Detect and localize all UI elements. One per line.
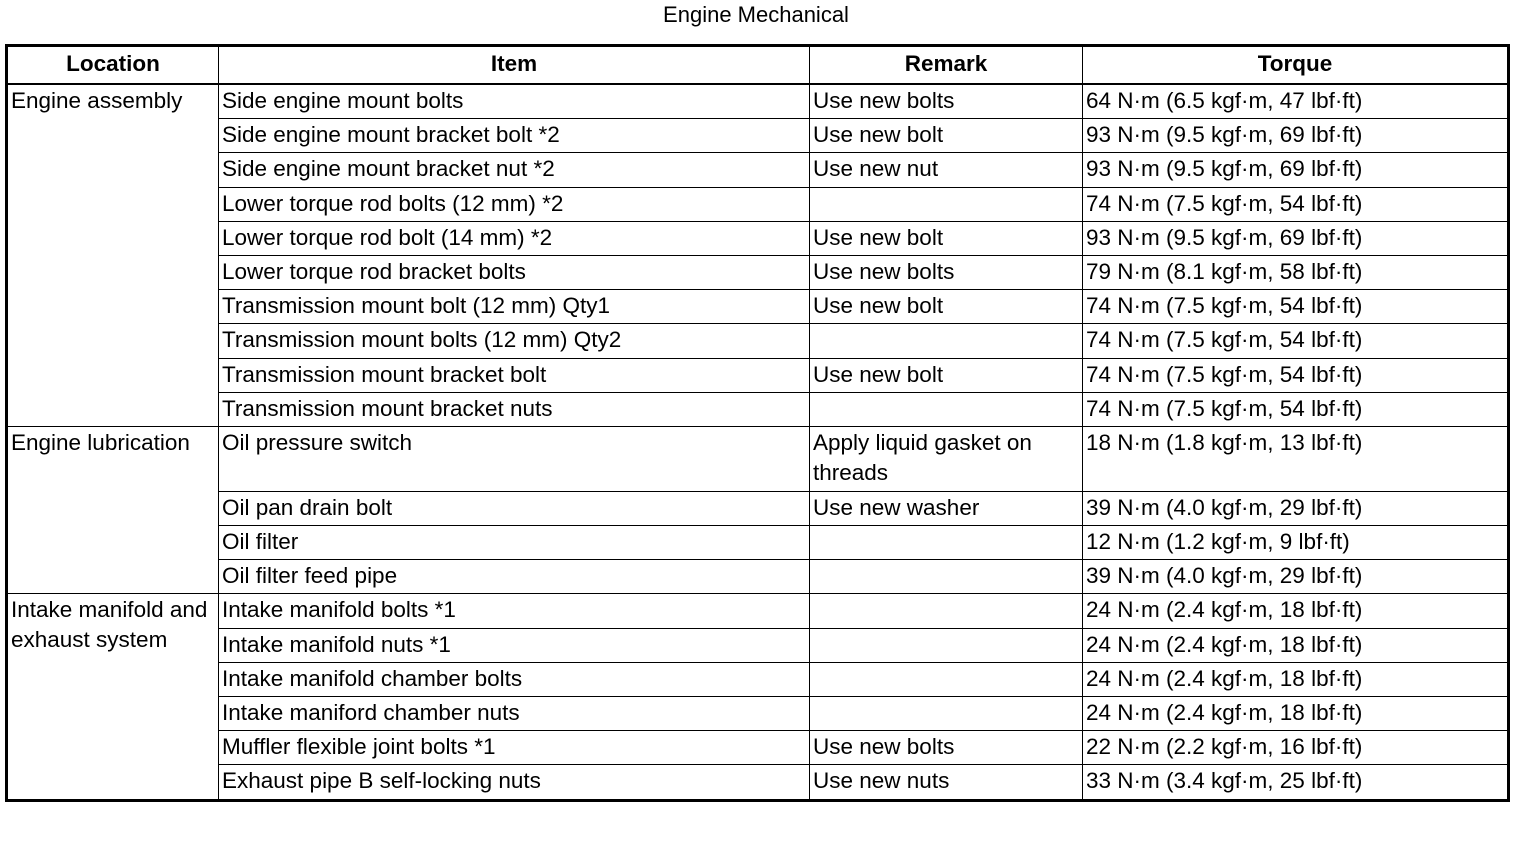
table-row [7,255,1509,289]
table-row [7,290,1509,324]
table-row [7,119,1509,153]
remark-cell: Use new bolt [810,290,1083,324]
remark-cell: Use new bolt [810,221,1083,255]
location-cell: Intake manifold and exhaust system [7,594,219,800]
item-cell: Intake manifold nuts *1 [219,628,810,662]
remark-cell: Use new nut [810,153,1083,187]
torque-cell: 93 N·m (9.5 kgf·m, 69 lbf·ft) [1083,221,1509,255]
torque-spec-table [5,44,1510,802]
remark-cell [810,628,1083,662]
table-row [7,594,1509,628]
torque-cell: 24 N·m (2.4 kgf·m, 18 lbf·ft) [1083,697,1509,731]
item-cell: Transmission mount bracket nuts [219,392,810,426]
item-cell: Transmission mount bolt (12 mm) Qty1 [219,290,810,324]
remark-cell [810,187,1083,221]
torque-cell: 24 N·m (2.4 kgf·m, 18 lbf·ft) [1083,662,1509,696]
torque-cell: 64 N·m (6.5 kgf·m, 47 lbf·ft) [1083,84,1509,119]
torque-cell: 24 N·m (2.4 kgf·m, 18 lbf·ft) [1083,628,1509,662]
table-row [7,153,1509,187]
item-cell: Lower torque rod bolt (14 mm) *2 [219,221,810,255]
torque-cell: 93 N·m (9.5 kgf·m, 69 lbf·ft) [1083,119,1509,153]
table-row [7,765,1509,800]
remark-cell: Use new bolt [810,358,1083,392]
item-cell: Exhaust pipe B self-locking nuts [219,765,810,800]
remark-cell: Use new bolts [810,84,1083,119]
remark-cell [810,662,1083,696]
item-cell: Muffler flexible joint bolts *1 [219,731,810,765]
table-row [7,324,1509,358]
column-header-remark: Remark [810,46,1083,85]
torque-cell: 74 N·m (7.5 kgf·m, 54 lbf·ft) [1083,187,1509,221]
torque-cell: 39 N·m (4.0 kgf·m, 29 lbf·ft) [1083,491,1509,525]
torque-cell: 93 N·m (9.5 kgf·m, 69 lbf·ft) [1083,153,1509,187]
torque-cell: 39 N·m (4.0 kgf·m, 29 lbf·ft) [1083,560,1509,594]
item-cell: Side engine mount bracket nut *2 [219,153,810,187]
table-row [7,358,1509,392]
remark-cell: Apply liquid gasket on threads [810,426,1083,491]
location-cell: Engine lubrication [7,426,219,594]
table-row [7,392,1509,426]
table-row [7,187,1509,221]
column-header-item: Item [219,46,810,85]
remark-cell [810,697,1083,731]
item-cell: Oil filter [219,526,810,560]
item-cell: Oil pressure switch [219,426,810,491]
remark-cell [810,560,1083,594]
torque-cell: 74 N·m (7.5 kgf·m, 54 lbf·ft) [1083,358,1509,392]
header-row [7,46,1509,85]
table-row [7,426,1509,491]
torque-cell: 74 N·m (7.5 kgf·m, 54 lbf·ft) [1083,324,1509,358]
torque-cell: 12 N·m (1.2 kgf·m, 9 lbf·ft) [1083,526,1509,560]
item-cell: Side engine mount bracket bolt *2 [219,119,810,153]
item-cell: Lower torque rod bolts (12 mm) *2 [219,187,810,221]
item-cell: Intake maniford chamber nuts [219,697,810,731]
torque-cell: 24 N·m (2.4 kgf·m, 18 lbf·ft) [1083,594,1509,628]
table-row [7,221,1509,255]
remark-cell: Use new bolt [810,119,1083,153]
remark-cell: Use new nuts [810,765,1083,800]
table-row [7,731,1509,765]
torque-cell: 79 N·m (8.1 kgf·m, 58 lbf·ft) [1083,255,1509,289]
location-cell: Engine assembly [7,84,219,426]
table-row [7,662,1509,696]
torque-cell: 33 N·m (3.4 kgf·m, 25 lbf·ft) [1083,765,1509,800]
table-row [7,628,1509,662]
remark-cell [810,526,1083,560]
item-cell: Intake manifold chamber bolts [219,662,810,696]
remark-cell: Use new bolts [810,255,1083,289]
torque-cell: 74 N·m (7.5 kgf·m, 54 lbf·ft) [1083,290,1509,324]
table-row [7,526,1509,560]
item-cell: Transmission mount bracket bolt [219,358,810,392]
item-cell: Lower torque rod bracket bolts [219,255,810,289]
table-row [7,84,1509,119]
torque-cell: 74 N·m (7.5 kgf·m, 54 lbf·ft) [1083,392,1509,426]
item-cell: Transmission mount bolts (12 mm) Qty2 [219,324,810,358]
remark-cell: Use new washer [810,491,1083,525]
torque-cell: 22 N·m (2.2 kgf·m, 16 lbf·ft) [1083,731,1509,765]
column-header-torque: Torque [1083,46,1509,85]
torque-cell: 18 N·m (1.8 kgf·m, 13 lbf·ft) [1083,426,1509,491]
remark-cell [810,594,1083,628]
remark-cell [810,392,1083,426]
remark-cell: Use new bolts [810,731,1083,765]
page-title: Engine Mechanical [663,2,849,27]
item-cell: Oil pan drain bolt [219,491,810,525]
table-row [7,697,1509,731]
column-header-location: Location [7,46,219,85]
remark-cell [810,324,1083,358]
table-row [7,560,1509,594]
table-row [7,491,1509,525]
item-cell: Oil filter feed pipe [219,560,810,594]
item-cell: Intake manifold bolts *1 [219,594,810,628]
item-cell: Side engine mount bolts [219,84,810,119]
